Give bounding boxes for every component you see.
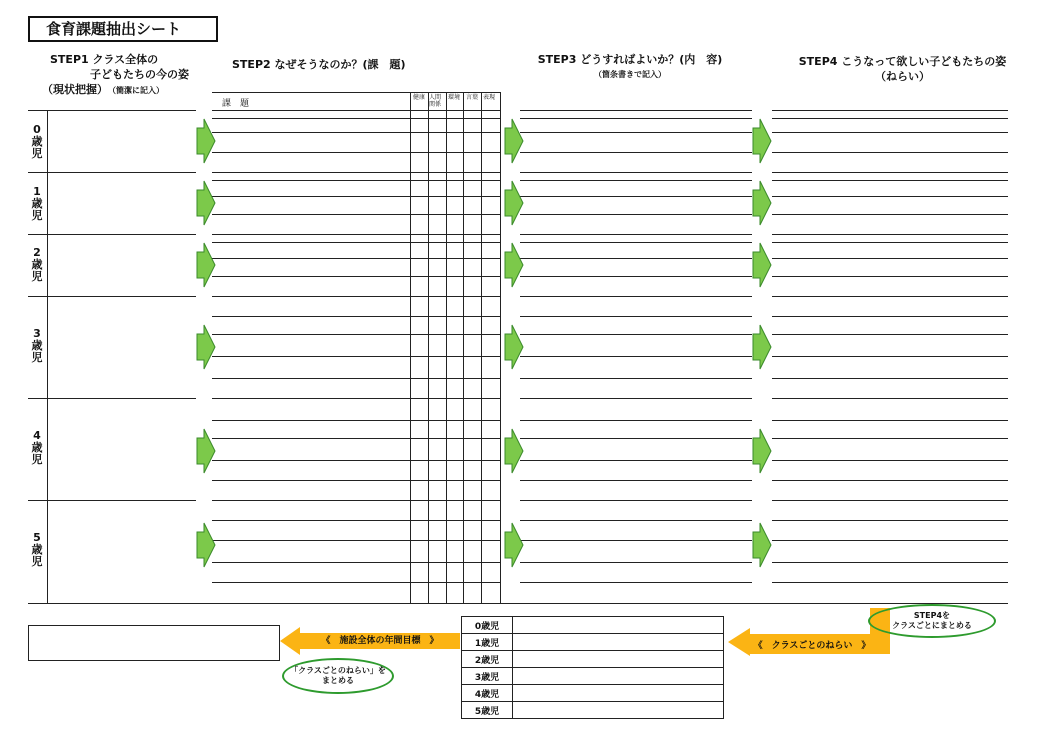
age-summary-label: 4歳児 — [462, 685, 513, 702]
green-arrow-icon — [196, 522, 216, 568]
col-language: 言葉 — [465, 94, 478, 101]
age-label-part: 児 — [31, 270, 43, 283]
age-label-part: 児 — [31, 351, 43, 364]
step3-label: STEP3 どうすればよいか？(内 容) — [537, 53, 723, 66]
step2-ruled-line — [212, 196, 410, 197]
age-label-part: 5 — [33, 531, 41, 544]
col-relationships: 人間関係 — [428, 94, 441, 108]
step2-ruled-line — [212, 562, 410, 563]
step4-row-line — [772, 172, 1008, 173]
step2-ruled-line — [212, 316, 410, 317]
step1-row-line — [28, 398, 196, 399]
step2-col-ruled-line — [410, 460, 500, 461]
step2-ruled-line — [212, 438, 410, 439]
facility-goal-label: 《 施設全体の年間目標 》 — [321, 636, 439, 646]
step4-ruled-line — [772, 118, 1008, 119]
step4-ruled-line — [772, 460, 1008, 461]
step2-ruled-line — [212, 276, 410, 277]
step1-note: （簡潔に記入） — [112, 86, 164, 95]
step4-ruled-line — [772, 196, 1008, 197]
step3-ruled-line — [520, 132, 752, 133]
table-row — [462, 668, 724, 685]
step4-ruled-line — [772, 480, 1008, 481]
step2-col-ruled-line — [410, 196, 500, 197]
age-label-part: 歳 — [31, 441, 43, 454]
step2-row-line — [212, 110, 500, 111]
step2-col-line — [410, 92, 411, 603]
step2-ruled-line — [212, 334, 410, 335]
age-label-part: 1 — [33, 185, 41, 198]
step2-column-title: 課 題 — [222, 99, 250, 109]
step3-ruled-line — [520, 562, 752, 563]
step2-col-ruled-line — [410, 582, 500, 583]
step3-header — [510, 52, 750, 82]
step3-row-line — [520, 234, 752, 235]
step3-ruled-line — [520, 214, 752, 215]
step2-col-ruled-line — [410, 316, 500, 317]
age-label-0 — [30, 124, 44, 160]
age-label-part: 児 — [31, 147, 43, 160]
step4-ruled-line — [772, 214, 1008, 215]
step1-row-line — [28, 172, 196, 173]
step4-ruled-line — [772, 562, 1008, 563]
step2-col-ruled-line — [410, 520, 500, 521]
age-label-part: 児 — [31, 209, 43, 222]
green-arrow-icon — [504, 118, 524, 164]
step2-col-ruled-line — [410, 152, 500, 153]
age-summary-field[interactable] — [513, 668, 724, 685]
table-row — [462, 651, 724, 668]
green-arrow-icon — [752, 118, 772, 164]
age-label-part: 歳 — [31, 258, 43, 271]
step2-row-line — [212, 234, 500, 235]
step3-ruled-line — [520, 520, 752, 521]
col-environment: 環境 — [447, 94, 460, 101]
step2-col-ruled-line — [410, 118, 500, 119]
step3-ruled-line — [520, 480, 752, 481]
step2-col-ruled-line — [410, 562, 500, 563]
step2-col-ruled-line — [410, 276, 500, 277]
step1-left-border — [47, 110, 48, 603]
step4-ruled-line — [772, 378, 1008, 379]
step3-ruled-line — [520, 378, 752, 379]
step2-ruled-line — [212, 356, 410, 357]
step2-row-line — [212, 603, 500, 604]
green-arrow-icon — [196, 324, 216, 370]
step4-ruled-line — [772, 276, 1008, 277]
step2-ruled-line — [212, 118, 410, 119]
step4-ruled-line — [772, 420, 1008, 421]
step2-row-line — [212, 398, 500, 399]
step2-col-ruled-line — [410, 480, 500, 481]
step2-col-ruled-line — [410, 242, 500, 243]
step2-col-ruled-line — [410, 214, 500, 215]
bottom-border — [28, 603, 1008, 604]
step3-ruled-line — [520, 152, 752, 153]
age-summary-table — [461, 616, 724, 719]
step4-row-line — [772, 500, 1008, 501]
step2-col-ruled-line — [410, 540, 500, 541]
step1-row-line — [28, 110, 196, 111]
step3-ruled-line — [520, 438, 752, 439]
step3-header-line — [520, 110, 752, 111]
step3-ruled-line — [520, 460, 752, 461]
step1-row-line — [28, 500, 196, 501]
age-label-part: 4 — [33, 429, 41, 442]
age-label-1 — [30, 186, 44, 222]
step2-col-ruled-line — [410, 334, 500, 335]
step2-ruled-line — [212, 582, 410, 583]
age-label-part: 歳 — [31, 339, 43, 352]
step2-col-ruled-line — [410, 132, 500, 133]
step3-ruled-line — [520, 316, 752, 317]
step2-row-line — [212, 296, 500, 297]
step4-ruled-line — [772, 242, 1008, 243]
step2-ruled-line — [212, 480, 410, 481]
step2-ruled-line — [212, 180, 410, 181]
step4-ruled-line — [772, 540, 1008, 541]
step4-ruled-line — [772, 438, 1008, 439]
step2-header: STEP2 なぜそうなのか？(課 題) — [232, 58, 406, 71]
age-label-part: 3 — [33, 327, 41, 340]
step2-col-line — [481, 92, 482, 603]
table-row — [462, 634, 724, 651]
green-arrow-icon — [752, 180, 772, 226]
step4-ruled-line — [772, 582, 1008, 583]
age-summary-field[interactable] — [513, 651, 724, 668]
age-summary-label: 2歳児 — [462, 651, 513, 668]
step4-ruled-line — [772, 180, 1008, 181]
facility-goal-box[interactable] — [28, 625, 280, 661]
green-arrow-icon — [752, 428, 772, 474]
step2-ruled-line — [212, 420, 410, 421]
green-arrow-icon — [752, 522, 772, 568]
table-row — [462, 685, 724, 702]
green-arrow-icon — [504, 180, 524, 226]
step3-ruled-line — [520, 334, 752, 335]
step2-col-ruled-line — [410, 438, 500, 439]
age-summary-label: 1歳児 — [462, 634, 513, 651]
age-label-4 — [30, 430, 44, 466]
green-arrow-icon — [504, 428, 524, 474]
ellipse-right-note: STEP4を クラスごとにまとめる — [868, 604, 996, 638]
step1-line3: （現状把握） — [42, 83, 108, 96]
step2-top-line — [212, 92, 500, 93]
step2-row-line — [212, 172, 500, 173]
step4-ruled-line — [772, 520, 1008, 521]
step2-col-ruled-line — [410, 420, 500, 421]
step2-col-ruled-line — [410, 378, 500, 379]
step3-note: （箇条書きで記入） — [594, 70, 666, 79]
step2-col-line — [463, 92, 464, 603]
step4-row-line — [772, 296, 1008, 297]
step3-ruled-line — [520, 258, 752, 259]
step3-ruled-line — [520, 242, 752, 243]
age-summary-field[interactable] — [513, 702, 724, 719]
step3-ruled-line — [520, 276, 752, 277]
step4-ruled-line — [772, 316, 1008, 317]
step1-row-line — [28, 296, 196, 297]
step3-ruled-line — [520, 540, 752, 541]
green-arrow-icon — [196, 118, 216, 164]
step2-ruled-line — [212, 214, 410, 215]
age-label-part: 児 — [31, 453, 43, 466]
step2-ruled-line — [212, 152, 410, 153]
step4-ruled-line — [772, 356, 1008, 357]
age-label-part: 歳 — [31, 543, 43, 556]
green-arrow-icon — [504, 324, 524, 370]
step1-header — [42, 52, 207, 98]
step3-ruled-line — [520, 582, 752, 583]
green-arrow-icon — [752, 242, 772, 288]
step3-row-line — [520, 296, 752, 297]
step4-ruled-line — [772, 258, 1008, 259]
step4-row-line — [772, 398, 1008, 399]
age-summary-label: 0歳児 — [462, 617, 513, 634]
step4-row-line — [772, 234, 1008, 235]
age-summary-label: 5歳児 — [462, 702, 513, 719]
step2-col-line — [428, 92, 429, 603]
table-row — [462, 617, 724, 634]
step4-ruled-line — [772, 334, 1008, 335]
green-arrow-icon — [752, 324, 772, 370]
step3-ruled-line — [520, 356, 752, 357]
age-label-part: 歳 — [31, 197, 43, 210]
step4-header — [780, 54, 1025, 84]
step2-ruled-line — [212, 132, 410, 133]
step4-sub: （ねらい） — [875, 70, 930, 83]
step3-ruled-line — [520, 196, 752, 197]
green-arrow-icon — [196, 242, 216, 288]
class-aim-label: 《 クラスごとのねらい 》 — [753, 641, 871, 651]
col-health: 健康 — [412, 94, 425, 101]
step2-col-line — [446, 92, 447, 603]
age-summary-field[interactable] — [513, 685, 724, 702]
step3-row-line — [520, 500, 752, 501]
col-expression: 表現 — [482, 94, 495, 101]
step2-row-line — [212, 500, 500, 501]
age-label-part: 歳 — [31, 135, 43, 148]
age-summary-field[interactable] — [513, 617, 724, 634]
step1-row-line — [28, 234, 196, 235]
age-label-3 — [30, 328, 44, 364]
age-summary-field[interactable] — [513, 634, 724, 651]
step2-ruled-line — [212, 520, 410, 521]
ellipse-left-note: 「クラスごとのねらい」を まとめる — [282, 658, 394, 694]
green-arrow-icon — [504, 522, 524, 568]
step2-col-ruled-line — [410, 258, 500, 259]
step4-header-line — [772, 110, 1008, 111]
step2-ruled-line — [212, 378, 410, 379]
age-label-5 — [30, 532, 44, 568]
age-label-2 — [30, 247, 44, 283]
step2-col-ruled-line — [410, 180, 500, 181]
step1-line1: STEP1 クラス全体の — [50, 53, 159, 66]
age-label-part: 0 — [33, 123, 41, 136]
step1-line2: 子どもたちの今の姿 — [90, 68, 189, 81]
age-summary-label: 3歳児 — [462, 668, 513, 685]
step2-col-ruled-line — [410, 356, 500, 357]
age-label-part: 児 — [31, 555, 43, 568]
step3-row-line — [520, 398, 752, 399]
green-arrow-icon — [196, 428, 216, 474]
table-row — [462, 702, 724, 719]
age-label-part: 2 — [33, 246, 41, 259]
step4-ruled-line — [772, 132, 1008, 133]
step2-ruled-line — [212, 460, 410, 461]
step3-ruled-line — [520, 118, 752, 119]
step4-ruled-line — [772, 152, 1008, 153]
step3-row-line — [520, 172, 752, 173]
sheet-title: 食育課題抽出シート — [28, 16, 218, 42]
green-arrow-icon — [504, 242, 524, 288]
step4-label: STEP4 こうなって欲しい子どもたちの姿 — [798, 55, 1007, 68]
step2-ruled-line — [212, 242, 410, 243]
step2-ruled-line — [212, 540, 410, 541]
step2-col-line — [500, 92, 501, 603]
step2-ruled-line — [212, 258, 410, 259]
step3-ruled-line — [520, 420, 752, 421]
green-arrow-icon — [196, 180, 216, 226]
step3-ruled-line — [520, 180, 752, 181]
